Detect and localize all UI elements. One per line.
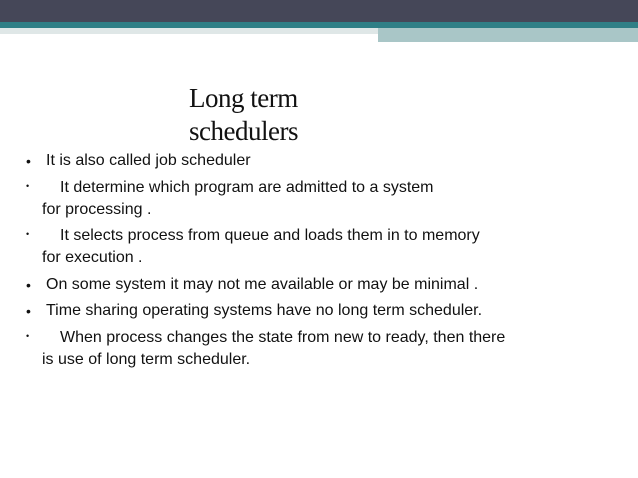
bullet-item [26, 150, 626, 172]
header-band-accent [378, 28, 638, 42]
bullet-text: It determine which program are admitted to a system [60, 178, 434, 196]
bullet-dot-icon: • [26, 180, 30, 191]
bullet-dot-icon: • [26, 229, 30, 239]
bullet-dot-icon: • [26, 303, 31, 319]
bullet-text: On some system it may not me available or may be minimal . [46, 275, 479, 293]
bullet-item [26, 327, 626, 371]
bullet-dot-icon: • [26, 153, 31, 169]
bullet-text: When process changes the state from new to ready, then there [60, 328, 506, 346]
bullet-item [26, 177, 626, 221]
header-band-dark [0, 0, 638, 22]
bullet-item [26, 300, 626, 322]
bullet-dot-icon: • [26, 276, 31, 293]
bullet-text-continued: is use of long term scheduler. [42, 350, 251, 368]
bullet-dot-icon: • [26, 330, 30, 341]
bullet-list [26, 150, 626, 375]
bullet-text-continued: for processing . [42, 200, 152, 218]
bullet-item [26, 274, 626, 296]
bullet-text: It is also called job scheduler [46, 152, 251, 169]
bullet-text: Time sharing operating systems have no long term scheduler. [46, 302, 483, 319]
bullet-item [26, 225, 626, 269]
slide-title: Long term schedulers [189, 83, 298, 146]
bullet-text: It selects process from queue and loads them in to memory [60, 227, 480, 244]
bullet-text-continued: for execution . [42, 249, 143, 266]
